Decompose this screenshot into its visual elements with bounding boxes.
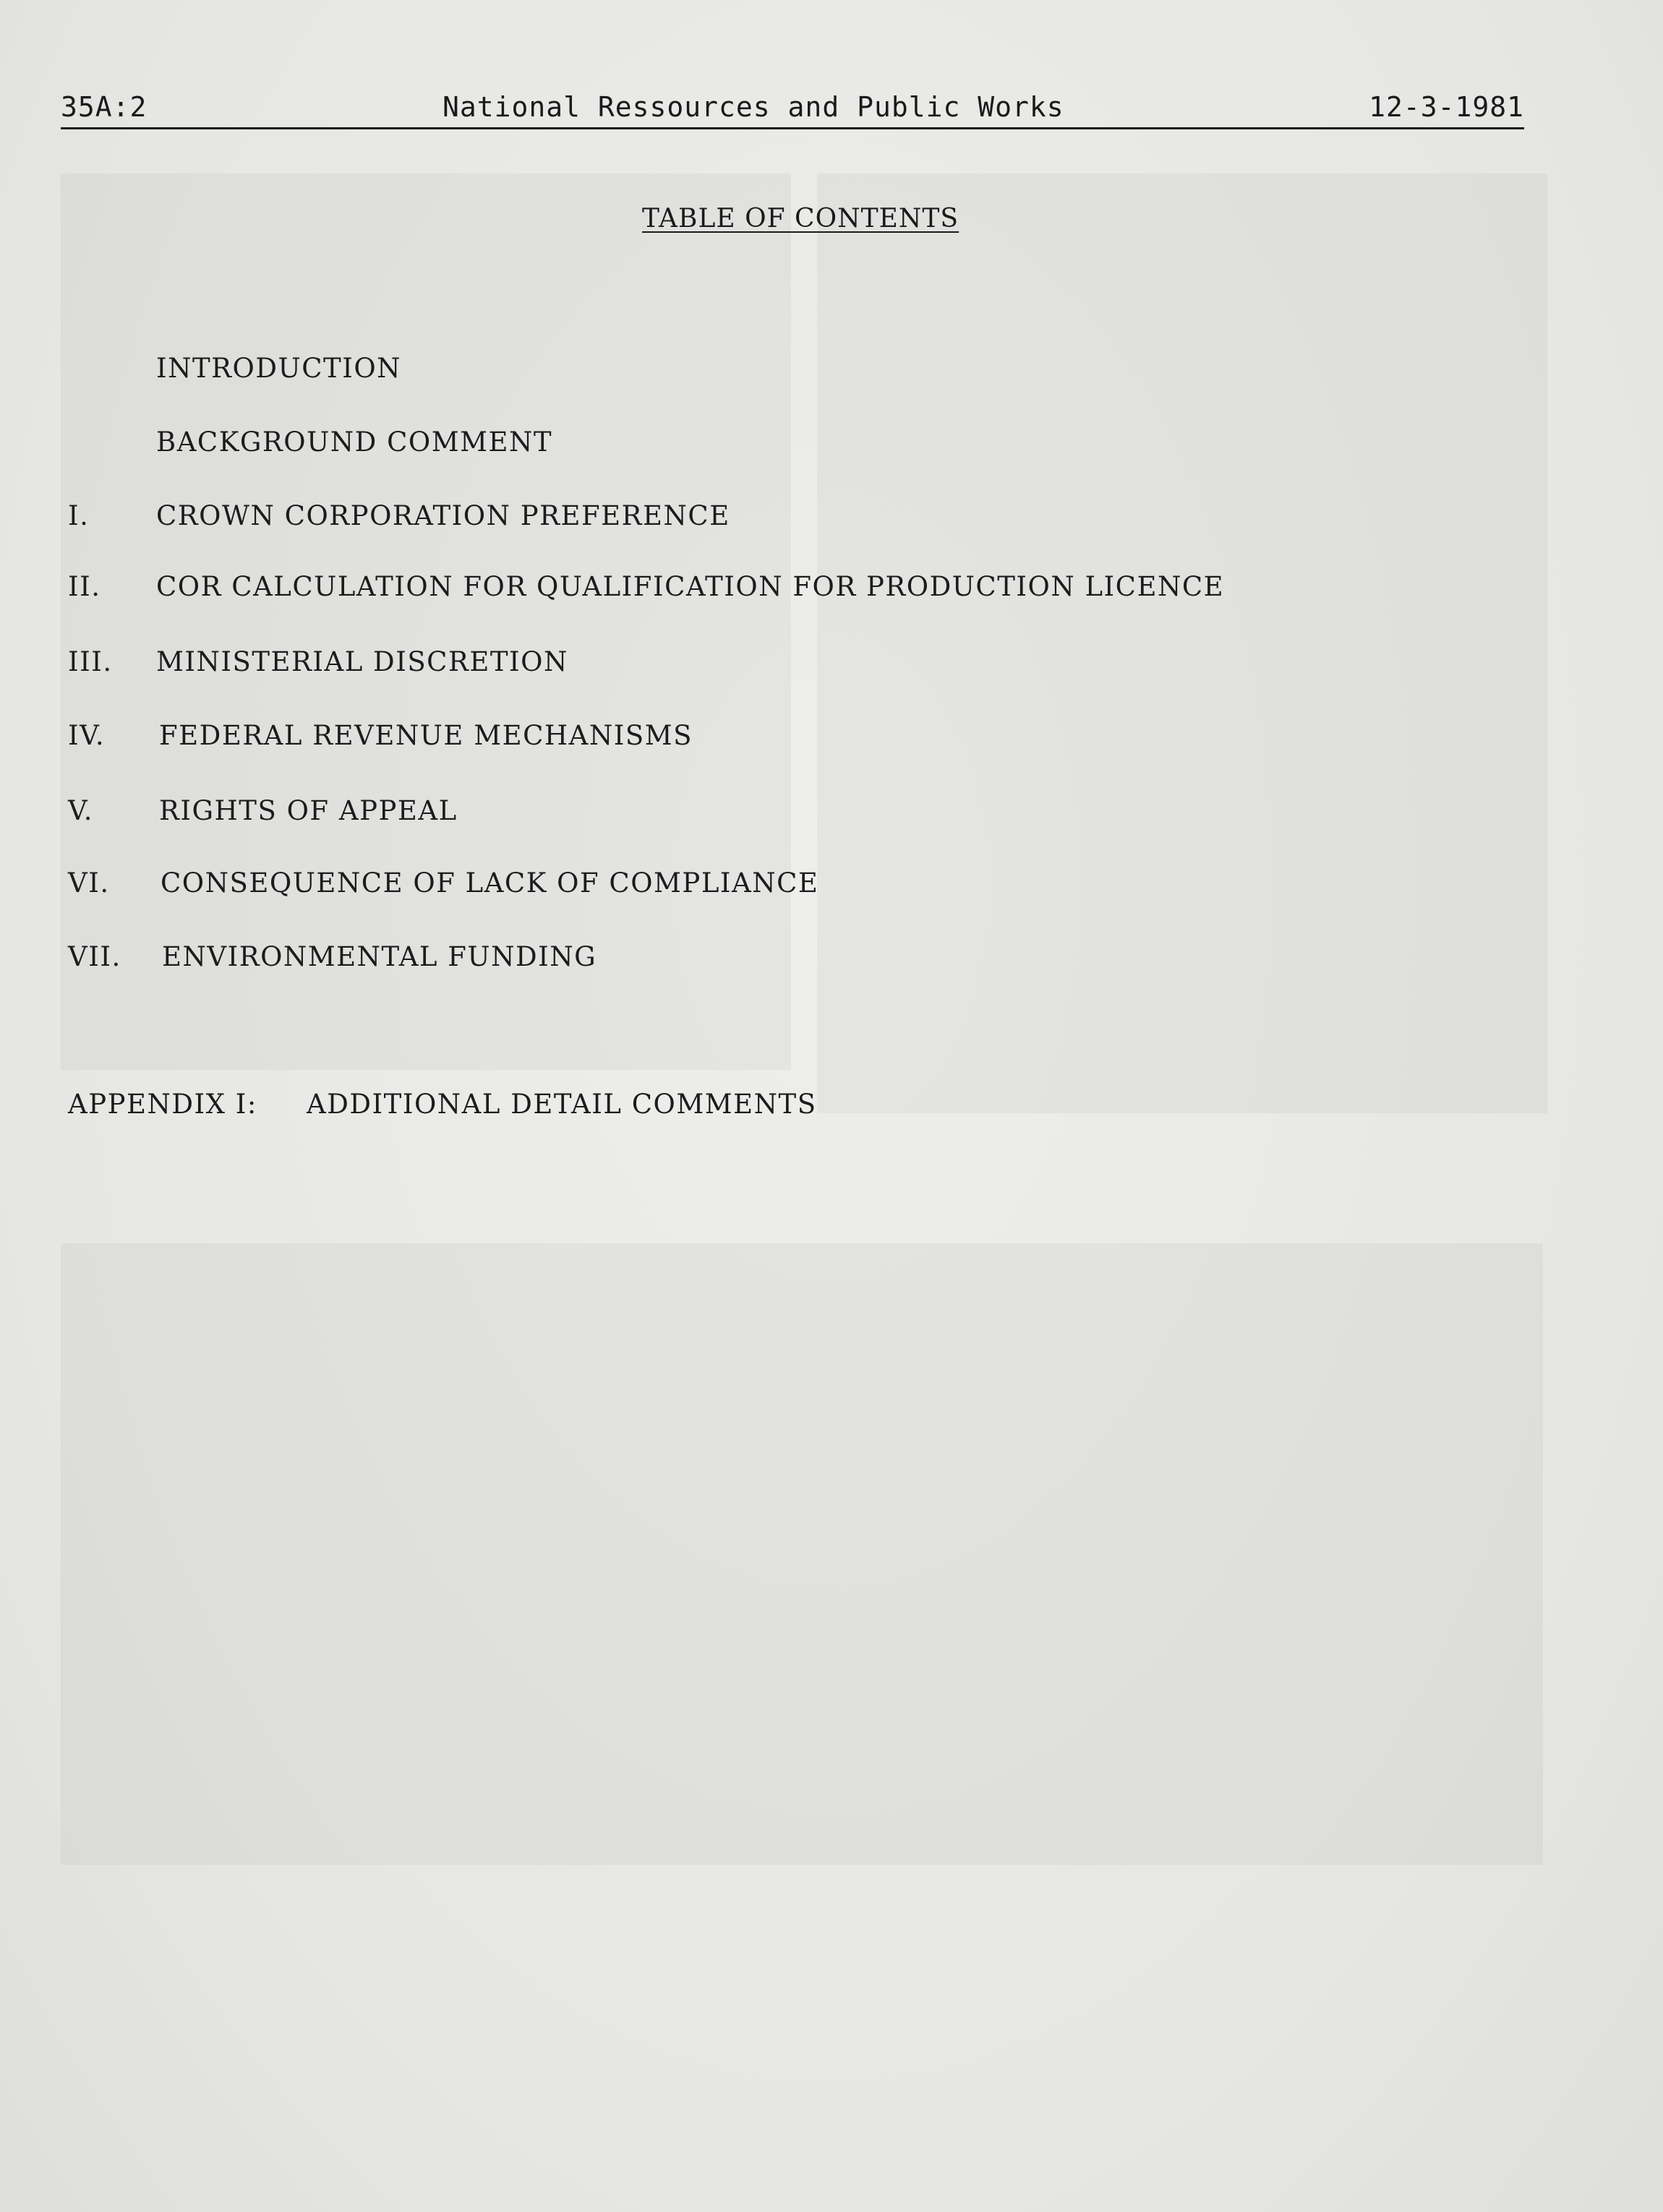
toc-entry-introduction <box>156 353 401 384</box>
toc-entry-label: MINISTERIAL DISCRETION <box>156 646 568 677</box>
toc-entry-label: ADDITIONAL DETAIL COMMENTS <box>307 1089 817 1120</box>
toc-entry-number: V. <box>68 795 94 826</box>
toc-entry-number: VI. <box>68 867 110 899</box>
toc-entry-label: INTRODUCTION <box>156 353 402 384</box>
toc-entry-label: FEDERAL REVENUE MECHANISMS <box>159 720 693 751</box>
toc-entry-number: I. <box>68 500 90 531</box>
running-title: National Ressources and Public Works <box>443 91 1064 123</box>
toc-entry-label: RIGHTS OF APPEAL <box>159 795 458 826</box>
toc-entry-consequence-of-lack-of-compliance <box>68 867 818 899</box>
toc-entry-number: APPENDIX I: <box>68 1089 257 1120</box>
toc-entry-background-comment <box>156 426 552 458</box>
toc-entry-label: CONSEQUENCE OF LACK OF COMPLIANCE <box>161 867 819 899</box>
toc-entry-label: ENVIRONMENTAL FUNDING <box>162 941 597 972</box>
toc-entry-rights-of-appeal <box>68 795 458 826</box>
toc-entry-environmental-funding <box>68 941 597 972</box>
toc-entry-crown-corporation-preference <box>68 500 730 531</box>
toc-entry-ministerial-discretion <box>68 646 568 677</box>
header-date: 12-3-1981 <box>1369 91 1524 123</box>
toc-entry-appendix-i <box>68 1089 817 1120</box>
toc-entry-label: BACKGROUND COMMENT <box>156 426 553 458</box>
toc-entry-federal-revenue-mechanisms <box>68 720 693 751</box>
toc-entry-number: IV. <box>68 720 106 751</box>
page-title: TABLE OF CONTENTS <box>642 204 959 233</box>
toc-entry-label: CROWN CORPORATION PREFERENCE <box>156 500 730 531</box>
page-number: 35A:2 <box>61 91 148 123</box>
toc-entry-number: III. <box>68 646 113 677</box>
toc-entry-number: II. <box>68 571 101 602</box>
toc-entry-number: VII. <box>68 941 121 972</box>
toc-entry-cor-calculation <box>68 571 1224 602</box>
toc-entry-label: COR CALCULATION FOR QUALIFICATION FOR PRODUCTION LICENCE <box>156 571 1225 602</box>
